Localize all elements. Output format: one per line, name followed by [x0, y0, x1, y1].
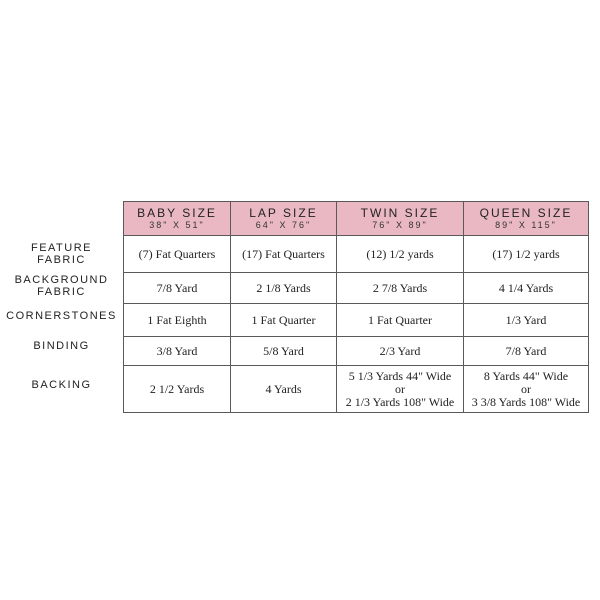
- cell-text: 7/8 Yard: [156, 281, 198, 295]
- row-label-line: BINDING: [33, 340, 90, 352]
- table-cell: [124, 304, 231, 337]
- cell-text: 4 1/4 Yards: [498, 281, 554, 295]
- table-row-binding: [124, 337, 589, 366]
- cell-text: 2/3 Yard: [379, 344, 421, 358]
- table-cell: [124, 366, 231, 413]
- cell-text: 2 1/8 Yards: [256, 281, 311, 295]
- size-dimensions: 76" X 89": [372, 220, 428, 230]
- cell-text: (17) 1/2 yards: [492, 247, 560, 261]
- table-cell: [337, 337, 464, 366]
- table-cell: [464, 236, 589, 273]
- table-cell: [231, 236, 337, 273]
- table-cell: [124, 337, 231, 366]
- row-label-line: CORNERSTONES: [6, 310, 117, 322]
- header-row: [124, 202, 589, 236]
- table-cell: [231, 337, 337, 366]
- table-row-feature-fabric: [124, 236, 589, 273]
- table-cell: [464, 304, 589, 337]
- row-label-line: FEATURE: [30, 242, 93, 254]
- table-cell: [337, 366, 464, 413]
- size-dimensions: 38" X 51": [149, 220, 205, 230]
- table-cell: [337, 273, 464, 304]
- cell-text: 5/8 Yard: [263, 344, 304, 358]
- table-cell: [231, 304, 337, 337]
- cell-text: 1/3 Yard: [505, 313, 547, 327]
- row-label-line: BACKGROUND: [14, 274, 109, 286]
- row-label-cornerstones: [0, 310, 123, 322]
- cell-text: (17) Fat Quarters: [242, 247, 325, 261]
- table-cell: [124, 236, 231, 273]
- cell-text: 7/8 Yard: [505, 344, 547, 358]
- cell-text: or: [521, 381, 531, 396]
- row-label-feature-fabric: [0, 242, 123, 266]
- row-label-line: FABRIC: [37, 254, 86, 266]
- row-label-line: FABRIC: [37, 286, 86, 298]
- cell-text: or: [395, 381, 405, 396]
- cell-text: 2 1/2 Yards: [149, 382, 205, 396]
- size-name: LAP SIZE: [249, 206, 318, 220]
- table-cell: [464, 273, 589, 304]
- size-name: TWIN SIZE: [360, 206, 440, 220]
- cell-text: 2 7/8 Yards: [372, 281, 428, 295]
- cell-text: (12) 1/2 yards: [366, 247, 434, 261]
- table-row-cornerstones: [124, 304, 589, 337]
- cell-text: 1 Fat Quarter: [251, 313, 316, 327]
- cell-text: 8 Yards 44" Wide: [483, 368, 569, 383]
- cell-text: 3/8 Yard: [156, 344, 198, 358]
- table-cell: [231, 273, 337, 304]
- column-header-baby: [124, 202, 231, 236]
- table-row-backing: [124, 366, 589, 413]
- column-header-twin: [337, 202, 464, 236]
- size-table: [123, 201, 589, 413]
- column-header-queen: [464, 202, 589, 236]
- size-name: BABY SIZE: [137, 206, 217, 220]
- row-label-line: BACKING: [31, 379, 92, 391]
- cell-text: 1 Fat Quarter: [368, 313, 432, 327]
- cell-text: 4 Yards: [265, 382, 302, 396]
- table-row-background-fabric: [124, 273, 589, 304]
- column-header-lap: [231, 202, 337, 236]
- cell-text: 1 Fat Eighth: [147, 313, 207, 327]
- size-name: QUEEN SIZE: [479, 206, 573, 220]
- cell-text: (7) Fat Quarters: [138, 247, 216, 261]
- row-label-background-fabric: [0, 274, 123, 298]
- table-cell: [337, 236, 464, 273]
- cell-text: 3 3/8 Yards 108" Wide: [471, 394, 581, 409]
- cell-text: 2 1/3 Yards 108" Wide: [345, 394, 455, 409]
- table-cell: [124, 273, 231, 304]
- size-dimensions: 89" X 115": [495, 220, 557, 230]
- row-label-binding: [0, 340, 123, 352]
- table-cell: [231, 366, 337, 413]
- row-label-backing: [0, 379, 123, 391]
- table-cell: [337, 304, 464, 337]
- cell-text: 5 1/3 Yards 44" Wide: [348, 368, 452, 383]
- size-dimensions: 64" X 76": [255, 220, 312, 230]
- table-cell: [464, 337, 589, 366]
- table-cell: [464, 366, 589, 413]
